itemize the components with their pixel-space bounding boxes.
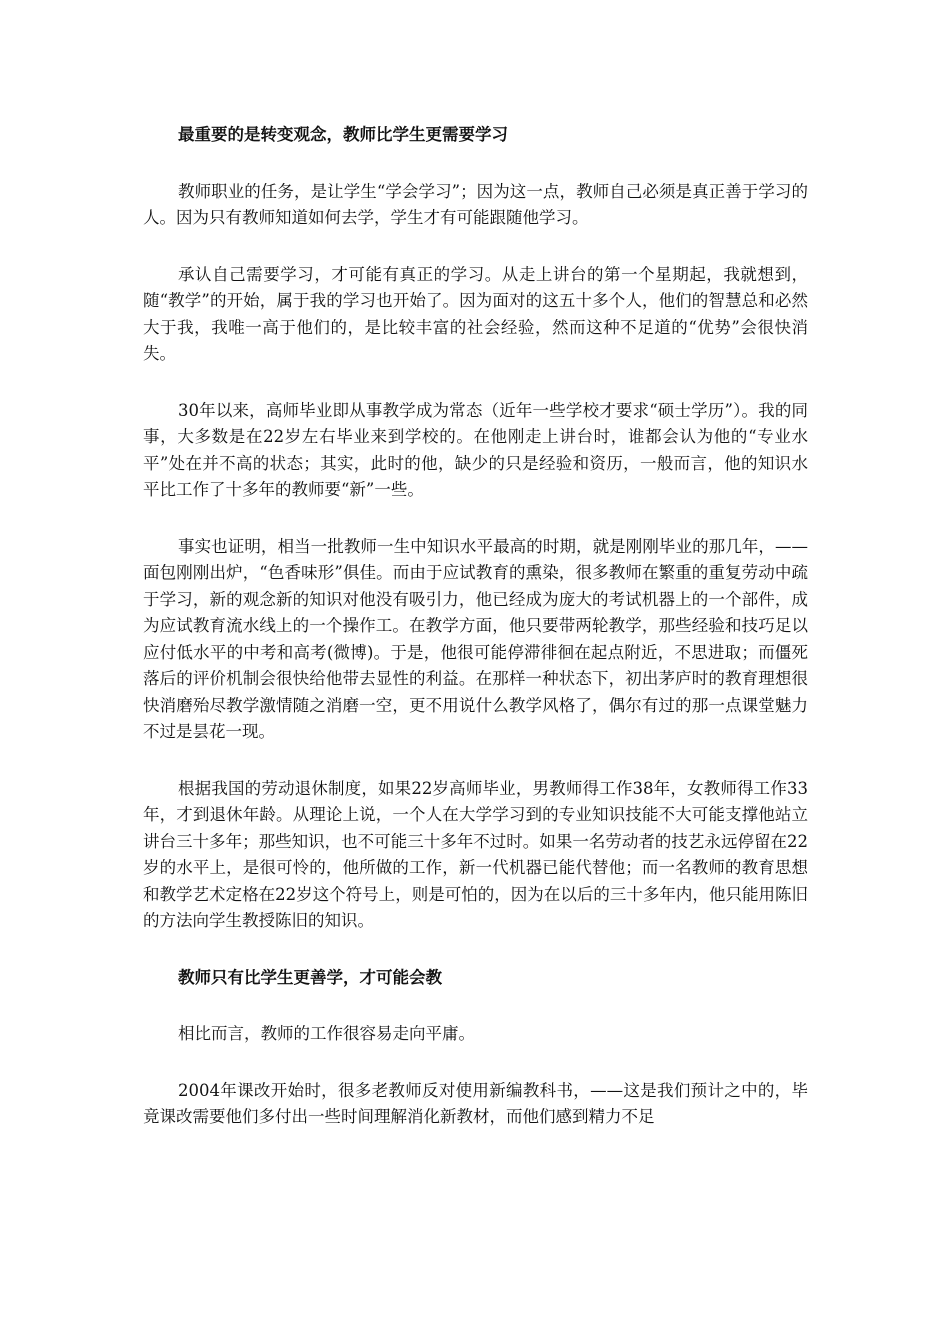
section-heading: 教师只有比学生更善学，才可能会教 (178, 967, 442, 987)
paragraph: 承认自己需要学习，才可能有真正的学习。从走上讲台的第一个星期起，我就想到，随“教学”的开始，属于我的学习也开始了。因为面对的这五十多个人，他们的智慧总和必然大于我，我唯一高于他们的，是比较丰富的社会经验，然而这种不足道的“优势”会很快消失。 (143, 264, 808, 363)
paragraph: 相比而言，教师的工作很容易走向平庸。 (178, 1024, 475, 1043)
paragraph: 事实也证明，相当一批教师一生中知识水平最高的时期，就是刚刚毕业的那几年，——面包刚刚出炉，“色香味形”俱佳。而由于应试教育的熏染，很多教师在繁重的重复劳动中疏于学习，新的观念新的知识对他没有吸引力，他已经成为庞大的考试机器上的一个部件，成为应试教育流水线上的一个操作工。在教学方面，他只要带两轮教学，那些经验和技巧足以应付低水平的中考和高考(微博)。于是，他很可能停滞徘徊在起点附近，不思进取；而僵死落后的评价机制会很快给他带去显性的利益。在那样一种状态下，初出茅庐时的教育理想很快消磨殆尽教学激情随之消磨一空，更不用说什么教学风格了，偶尔有过的那一点课堂魅力不过是昙花一现。 (143, 536, 808, 741)
document-body (143, 122, 808, 1131)
paragraph: 教师职业的任务，是让学生“学会学习”；因为这一点，教师自己必须是真正善于学习的人。因为只有教师知道如何去学，学生才有可能跟随他学习。 (143, 181, 808, 227)
spacer (143, 232, 808, 262)
spacer (143, 504, 808, 534)
spacer (143, 1048, 808, 1078)
paragraph: 2004年课改开始时，很多老教师反对使用新编教科书，——这是我们预计之中的，毕竟课改需要他们多付出一些时间理解消化新教材，而他们感到精力不足 (143, 1080, 808, 1126)
spacer (143, 368, 808, 398)
spacer (143, 991, 808, 1021)
spacer (143, 746, 808, 776)
paragraph: 根据我国的劳动退休制度，如果22岁高师毕业，男教师得工作38年，女教师得工作33年，才到退休年龄。从理论上说，一个人在大学学习到的专业知识技能不大可能支撑他站立讲台三十多年；那些知识，也不可能三十多年不过时。如果一名劳动者的技艺永远停留在22岁的水平上，是很可怜的，他所做的工作，新一代机器已能代替他；而一名教师的教育思想和教学艺术定格在22岁这个符号上，则是可怕的，因为在以后的三十多年内，他只能用陈旧的方法向学生教授陈旧的知识。 (143, 778, 808, 930)
section-heading: 最重要的是转变观念，教师比学生更需要学习 (178, 125, 508, 144)
spacer (143, 935, 808, 965)
paragraph: 30年以来，高师毕业即从事教学成为常态（近年一些学校才要求“硕士学历”）。我的同事，大多数是在22岁左右毕业来到学校的。在他刚走上讲台时，谁都会认为他的“专业水平”处在并不高的状态；其实，此时的他，缺少的只是经验和资历，一般而言，他的知识水平比工作了十多年的教师要“新”一些。 (143, 400, 808, 499)
spacer (143, 149, 808, 179)
